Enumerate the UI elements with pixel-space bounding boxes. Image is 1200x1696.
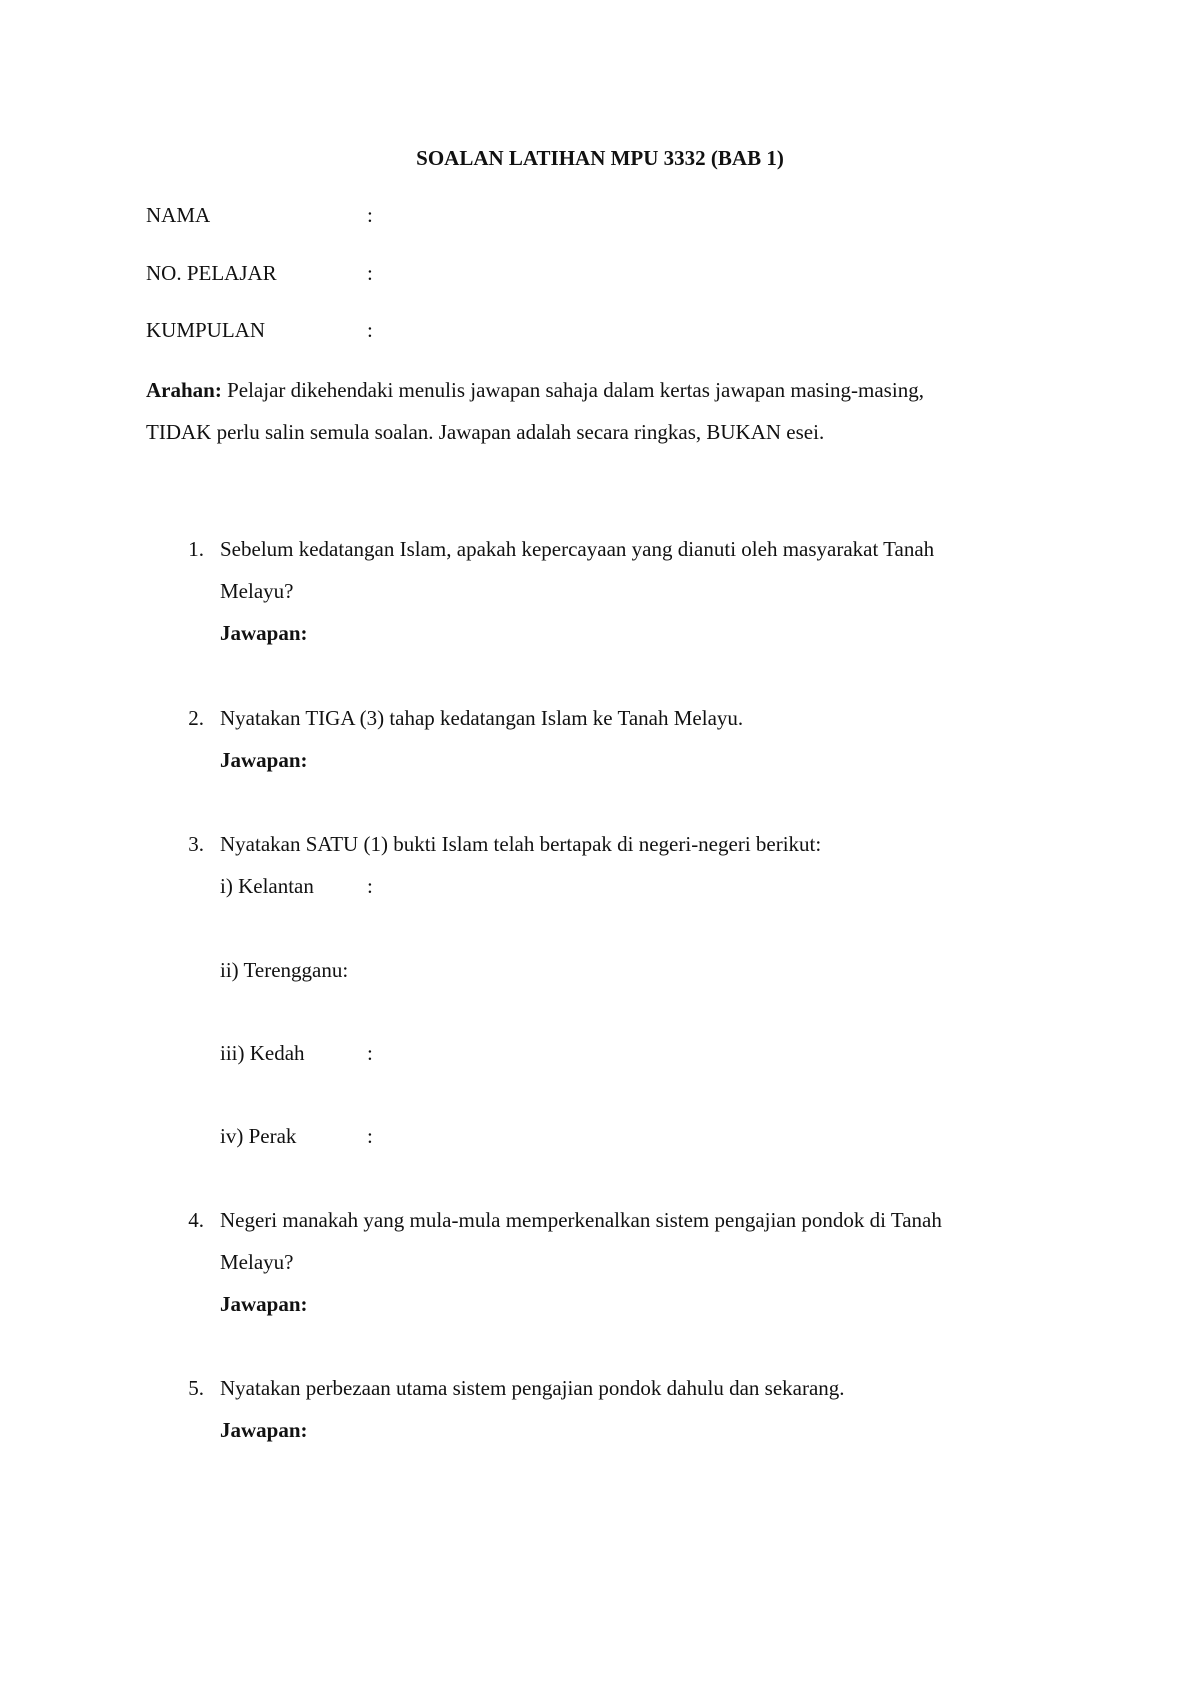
field-colon-no-pelajar: :	[367, 261, 373, 285]
field-label-nama: NAMA	[146, 203, 211, 227]
question-1-text-line-2: Melayu?	[220, 579, 294, 603]
question-2-answer-label: Jawapan:	[220, 748, 308, 772]
question-5-number: 5.	[188, 1376, 204, 1400]
question-4-text-line-1: Negeri manakah yang mula-mula memperkenalkan sistem pengajian pondok di Tanah	[220, 1208, 942, 1232]
field-label-kumpulan: KUMPULAN	[146, 318, 266, 342]
question-3-subitem-label: iii) Kedah	[220, 1041, 305, 1065]
instructions-text-1: Pelajar dikehendaki menulis jawapan sahaja dalam kertas jawapan masing-masing,	[221, 378, 924, 402]
question-3-subitem-colon: :	[367, 1124, 373, 1148]
question-1-answer-label: Jawapan:	[220, 621, 308, 645]
question-3-subitem-colon: :	[367, 1041, 373, 1065]
field-colon-kumpulan: :	[367, 318, 373, 342]
question-4-answer-label: Jawapan:	[220, 1292, 308, 1316]
question-4-text-line-2: Melayu?	[220, 1250, 294, 1274]
question-1-number: 1.	[188, 537, 204, 561]
question-5-answer-label: Jawapan:	[220, 1418, 308, 1442]
instructions-label: Arahan:	[146, 378, 222, 402]
question-3-subitem-label: iv) Perak	[220, 1124, 297, 1148]
question-2-text-line-1: Nyatakan TIGA (3) tahap kedatangan Islam ke Tanah Melayu.	[220, 706, 744, 730]
question-2-number: 2.	[188, 706, 204, 730]
question-5-text-line-1: Nyatakan perbezaan utama sistem pengajian pondok dahulu dan sekarang.	[220, 1376, 845, 1400]
instructions-line-1	[146, 378, 924, 403]
field-colon-nama: :	[367, 203, 373, 227]
question-3-number: 3.	[188, 832, 204, 856]
question-3-subitem-colon: :	[367, 874, 373, 898]
field-label-no-pelajar: NO. PELAJAR	[146, 261, 277, 285]
document-title: SOALAN LATIHAN MPU 3332 (BAB 1)	[416, 146, 784, 170]
instructions-line-2: TIDAK perlu salin semula soalan. Jawapan adalah secara ringkas, BUKAN esei.	[146, 420, 825, 444]
question-1-text-line-1: Sebelum kedatangan Islam, apakah kepercayaan yang dianuti oleh masyarakat Tanah	[220, 537, 935, 561]
question-3-subitem-label: ii) Terengganu:	[220, 958, 349, 982]
question-3-subitem-label: i) Kelantan	[220, 874, 314, 898]
question-4-number: 4.	[188, 1208, 204, 1232]
question-3-text-line-1: Nyatakan SATU (1) bukti Islam telah bertapak di negeri-negeri berikut:	[220, 832, 822, 856]
